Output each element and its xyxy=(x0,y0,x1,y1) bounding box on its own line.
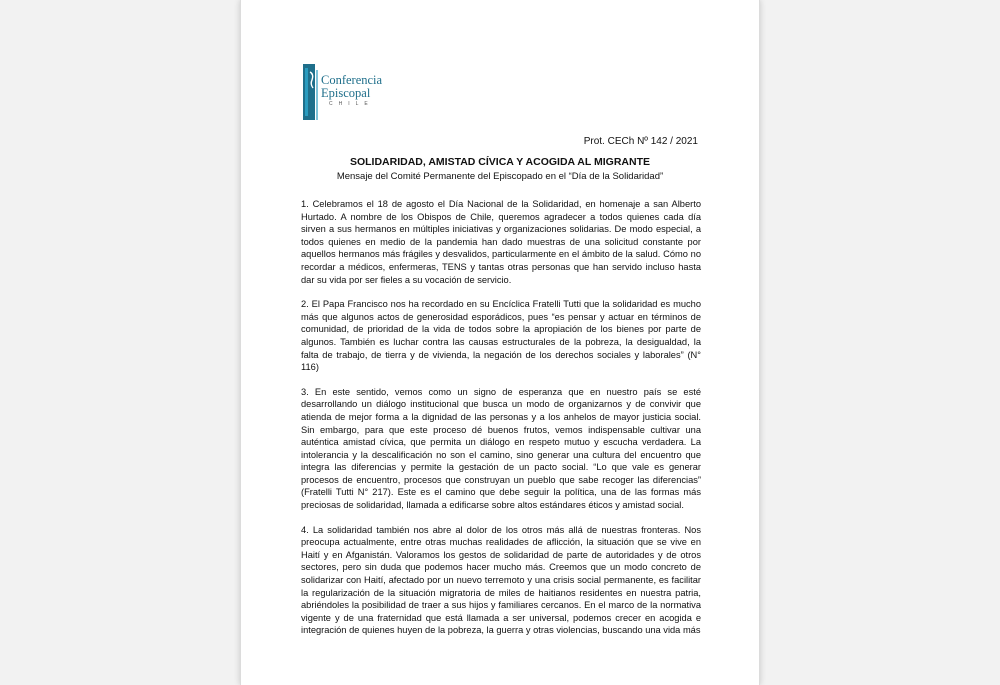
logo-line-conferencia: Conferencia xyxy=(321,73,383,87)
logo-emblem-icon xyxy=(303,64,319,120)
paragraph-1: 1. Celebramos el 18 de agosto el Día Nacional de la Solidaridad, en homenaje a san Alberto Hurtado. A nombre de los Obispos de Chile, queremos agradecer a todos quienes cada día sirven a sus hermanos en múltiples iniciativas y organizaciones solidarias. De modo especial, a todos quienes en medio de la pandemia han dado muestras de una solicitud constante por aquellos hermanos más frágiles y desvalidos, particularmente en el ámbito de la salud. Cómo no recordar a médicos, enfermeras, TENS y tantas otras personas que han servido incluso hasta dar su vida por ser fieles a su vocación de servicio. xyxy=(301,199,701,285)
document-subtitle: Mensaje del Comité Permanente del Episcopado en el “Día de la Solidaridad” xyxy=(336,171,664,182)
paragraph-3: 3. En este sentido, vemos como un signo de esperanza que en nuestro país se esté desarrollando un diálogo institucional que busca un modo de organizarnos y de convivir que atienda de mejor forma a la dignidad de las personas y a los anhelos de mayor justicia social. Sin embargo, para que este proceso dé buenos frutos, vemos indispensable cultivar una auténtica amistad cívica, que permita un diálogo en respeto mutuo y escucha verdadera. La intolerancia y la descalificación no son el camino, sino generar una cultura del encuentro que integra las diferencias y permite la gestación de un pacto social. “Lo que vale es generar procesos de encuentro, procesos que construyan un pueblo que sabe recoger las diferencias” (Fratelli Tutti N° 217). Este es el camino que debe seguir la política, una de las formas más preciosas de solidaridad, llamada a edificarse sobre altos estándares éticos y amistad social. xyxy=(301,386,701,511)
logo-line-episcopal: Episcopal xyxy=(321,86,371,100)
logo-wordmark xyxy=(321,74,382,108)
document-body xyxy=(301,198,701,649)
conferencia-episcopal-logo xyxy=(303,62,423,122)
paragraph-4: 4. La solidaridad también nos abre al dolor de los otros más allá de nuestras fronteras. Nos preocupa actualmente, entre otras muchas realidades de aflicción, la situación que se vive en Haití y en Afganistán. Valoramos los gestos de solidaridad de parte de autoridades y de otros sectores, pero sin duda que podemos hacer mucho más. Creemos que un modo concreto de solidarizar con Haití, afectado por un nuevo terremoto y una crisis social permanente, es facilitar la regularización de la situación migratoria de miles de haitianos residentes en nuestra patria, abriéndoles la posibilidad de traer a sus hijos y familiares cercanos. En el marco de la normativa vigente y de una fraternidad que está llamada a ser universal, podemos crecer en acogida e integración de quienes huyen de la pobreza, la guerra y otras violencias, buscando una vida más xyxy=(301,524,701,636)
document-page xyxy=(240,0,760,685)
logo-line-chile: CHILE xyxy=(329,101,374,107)
protocol-number: Prot. CECh Nº 142 / 2021 xyxy=(583,136,698,147)
document-title: SOLIDARIDAD, AMISTAD CÍVICA Y ACOGIDA AL MIGRANTE xyxy=(349,156,651,168)
paragraph-2: 2. El Papa Francisco nos ha recordado en su Encíclica Fratelli Tutti que la solidaridad es mucho más que algunos actos de generosidad esporádicos, pues “es pensar y actuar en términos de comunidad, de prioridad de la vida de todos sobre la apropiación de los bienes por parte de algunos. También es luchar contra las causas estructurales de la pobreza, la desigualdad, la falta de trabajo, de tierra y de vivienda, la negación de los derechos sociales y laborales” (N° 116) xyxy=(301,299,701,373)
